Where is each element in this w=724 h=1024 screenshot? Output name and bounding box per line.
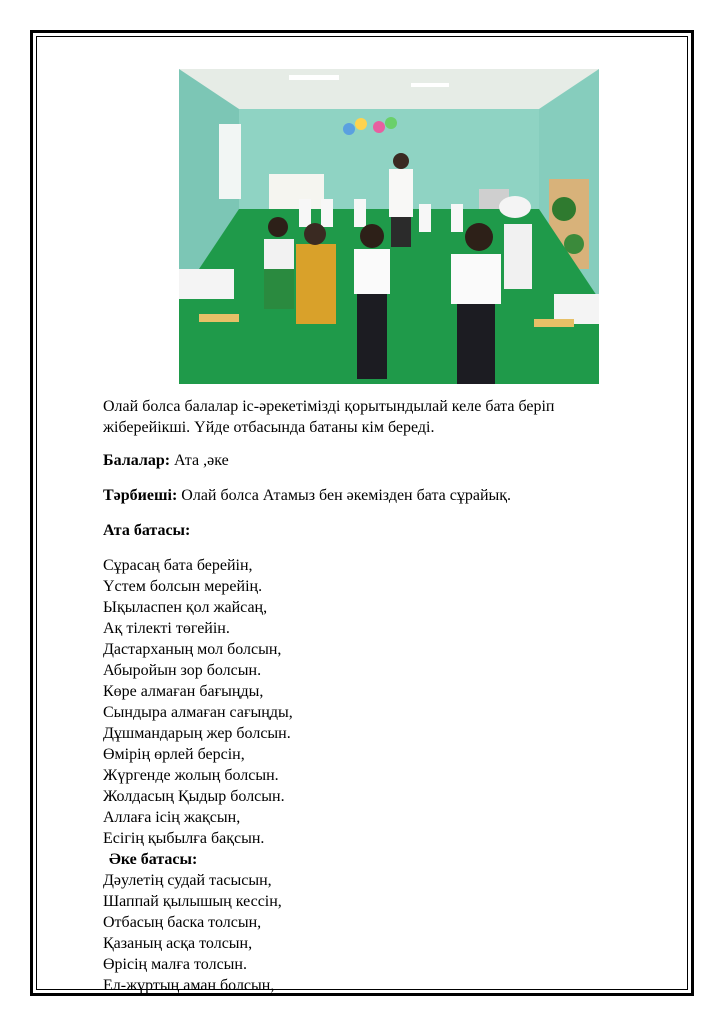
- poem-line: Өрісің малға толсын.: [103, 956, 247, 973]
- document-body: [103, 396, 643, 996]
- poem-line: Көре алмаған бағыңды,: [103, 683, 264, 700]
- father-blessing-heading: Ата батасы:: [103, 522, 191, 539]
- reply-text: Олай болса Атамыз бен әкемізден бата сұрайық.: [177, 487, 512, 504]
- poem-line: Ақ тілекті төгейін.: [103, 620, 230, 637]
- poem-line: Қазаның асқа толсын,: [103, 935, 253, 952]
- poem-line: Ел-жұртың аман болсын,: [103, 977, 275, 994]
- father-blessing-poem: [103, 555, 643, 849]
- intro-paragraph: [103, 396, 643, 438]
- dad-blessing-heading: Әке батасы:: [109, 851, 198, 868]
- poem-line: Жолдасың Қыдыр болсын.: [103, 788, 285, 805]
- reply-text: Ата ,әке: [170, 452, 229, 469]
- poem-line: Үстем болсын мерейің.: [103, 578, 263, 595]
- poem-line: Өмірің өрлей берсін,: [103, 746, 245, 763]
- poem-line: Отбасың баска толсын,: [103, 914, 262, 931]
- poem-line: Дұшмандарың жер болсын.: [103, 725, 291, 742]
- intro-line: Олай болса балалар іс-әрекетімізді қорытындылай келе бата беріп: [103, 398, 555, 415]
- poem-line: Сындыра алмаған сағыңды,: [103, 704, 293, 721]
- poem-line: Дастарханың мол болсын,: [103, 641, 282, 658]
- teacher-reply: [103, 485, 643, 506]
- classroom-photo: [179, 69, 599, 384]
- dad-blessing-poem: [103, 870, 643, 996]
- poem-line: Абыройын зор болсын.: [103, 662, 262, 679]
- poem-line: Ықыласпен қол жайсаң,: [103, 599, 268, 616]
- intro-line: жіберейікші. Үйде отбасында батаны кім береді.: [103, 419, 435, 436]
- poem-line: Есігің қыбылға бақсын.: [103, 830, 265, 847]
- speaker-label: Балалар:: [103, 452, 171, 469]
- poem-line: Дәулетің судай тасысын,: [103, 872, 272, 889]
- speaker-label: Тәрбиеші:: [103, 487, 178, 504]
- poem-line: Шаппай қылышың кессін,: [103, 893, 282, 910]
- poem-line: Аллаға ісің жақсын,: [103, 809, 241, 826]
- poem-line: Сұрасаң бата берейін,: [103, 557, 253, 574]
- children-reply: [103, 450, 643, 471]
- poem-line: Жүргенде жолың болсын.: [103, 767, 279, 784]
